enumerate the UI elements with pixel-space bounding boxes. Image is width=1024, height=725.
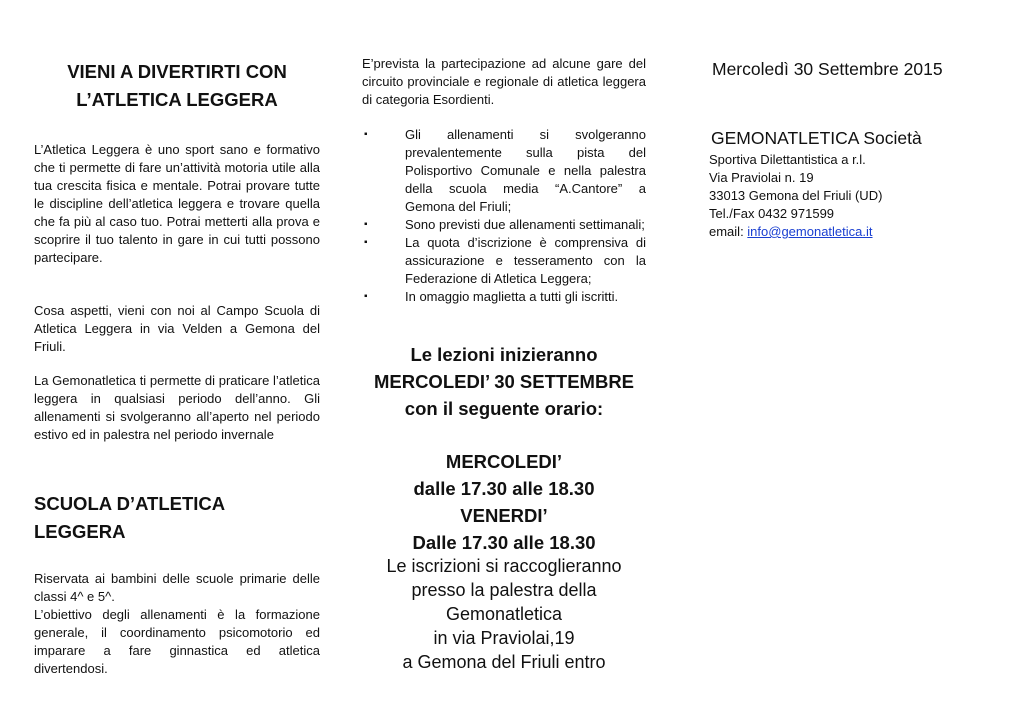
schedule — [352, 448, 656, 556]
list-item — [362, 216, 646, 234]
section-title-line2: LEGGERA — [34, 521, 126, 542]
lessons-line3: con il seguente orario: — [404, 398, 604, 419]
list-item — [362, 234, 646, 288]
location-paragraph: Cosa aspetti, vieni con noi al Campo Scuola di Atletica Leggera in via Velden a Gemona del Friuli. — [34, 303, 320, 354]
organization-type: Sportiva Dilettantistica a r.l. — [709, 152, 866, 167]
list-item — [362, 288, 646, 306]
registration-line4: in via Praviolai,19 — [433, 628, 575, 648]
bullet-icon: ▪ — [364, 291, 368, 302]
list-item-text: In omaggio maglietta a tutti gli iscritti. — [405, 289, 619, 304]
lessons-line2: MERCOLEDI’ 30 SETTEMBRE — [373, 371, 635, 392]
left-title-line1: VIENI A DIVERTIRTI CON — [67, 61, 287, 82]
lessons-line1: Le lezioni inizieranno — [410, 344, 598, 365]
phone-number: Tel./Fax 0432 971599 — [709, 206, 835, 221]
lessons-heading — [352, 341, 656, 422]
registration-line2: presso la palestra della — [411, 580, 597, 600]
address-city: 33013 Gemona del Friuli (UD) — [709, 188, 883, 203]
competition-paragraph: E’prevista la partecipazione ad alcune gare del circuito provinciale e regionale di atletica leggera di categoria Esordienti. — [362, 56, 646, 107]
list-item-text: Gli allenamenti si svolgeranno prevalentemente sulla pista del Polisportivo Comunale e nella palestra della scuola media “A.Cantore” a Gemona del Friuli; — [405, 127, 646, 214]
bullet-icon: ▪ — [364, 237, 368, 248]
schedule-time-2: Dalle 17.30 alle 18.30 — [412, 532, 596, 553]
list-item — [362, 126, 646, 216]
schedule-time-1: dalle 17.30 alle 18.30 — [413, 478, 595, 499]
audience-paragraph: Riservata ai bambini delle scuole primarie delle classi 4^ e 5^. — [34, 571, 320, 604]
bullet-icon: ▪ — [364, 219, 368, 230]
address-street: Via Praviolai n. 19 — [709, 170, 814, 185]
email-link[interactable]: info@gemonatletica.it — [747, 224, 873, 239]
registration-line3: Gemonatletica — [445, 604, 563, 624]
email-row — [709, 223, 969, 241]
organization-name: GEMONATLETICA Società — [711, 128, 922, 148]
document-date: Mercoledì 30 Settembre 2015 — [712, 59, 943, 79]
schedule-day-1: MERCOLEDI’ — [445, 451, 563, 472]
registration-line5: a Gemona del Friuli entro — [402, 652, 606, 672]
left-title-line2: L’ATLETICA LEGGERA — [76, 89, 278, 110]
goal-paragraph: L’obiettivo degli allenamenti è la formazione generale, il coordinamento psicomotorio ed imparare a fare ginnastica ed atletica divertendosi. — [34, 607, 320, 676]
intro-paragraph: L’Atletica Leggera è uno sport sano e formativo che ti permette di fare un’attività motoria utile alla tua crescita fisica e mentale. Potrai provare tutte le discipline dell’atletica leggera e trovare quella che fa più al caso tuo. Potrai metterti alla prova e scoprire il tuo talento in gare in cui tutti possono partecipare. — [34, 142, 320, 265]
section-title-line1: SCUOLA D’ATLETICA — [34, 493, 226, 514]
organization-contacts — [709, 151, 969, 241]
info-bullet-list — [362, 126, 646, 306]
list-item-text: La quota d’iscrizione è comprensiva di assicurazione e tesseramento con la Federazione di Atletica Leggera; — [405, 235, 646, 286]
bullet-icon: ▪ — [364, 129, 368, 140]
list-item-text: Sono previsti due allenamenti settimanali; — [405, 217, 645, 232]
registration-line1: Le iscrizioni si raccoglieranno — [386, 556, 622, 576]
season-paragraph: La Gemonatletica ti permette di praticare l’atletica leggera in qualsiasi periodo dell’anno. Gli allenamenti si svolgeranno all’aperto nel periodo estivo ed in palestra nel periodo invernale — [34, 373, 320, 442]
section-title — [34, 490, 320, 546]
email-label: email: — [709, 224, 748, 239]
schedule-day-2: VENERDI’ — [460, 505, 548, 526]
left-title — [34, 58, 320, 114]
registration-info — [352, 554, 656, 674]
